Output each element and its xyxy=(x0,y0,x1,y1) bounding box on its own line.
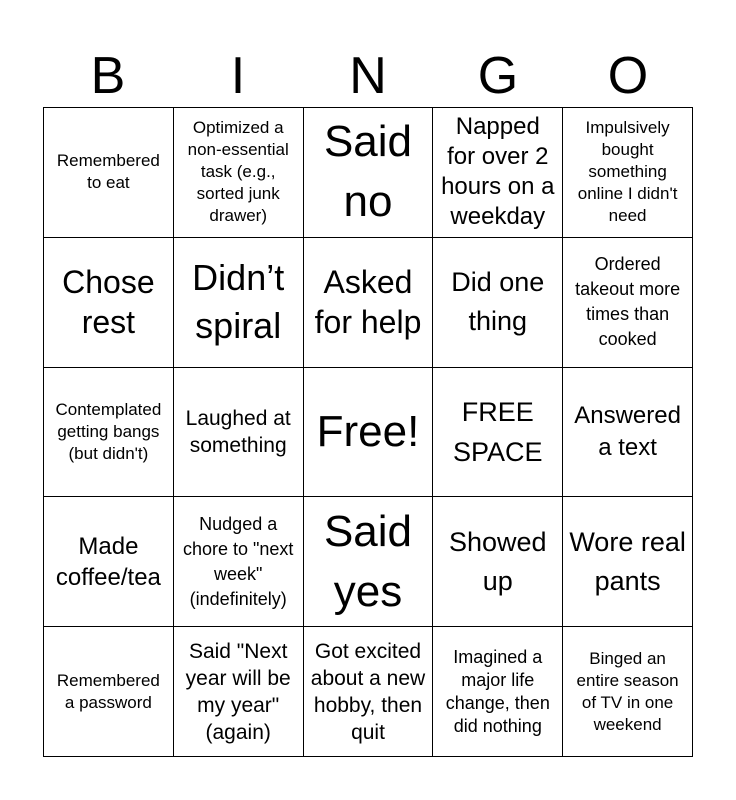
bingo-cell[interactable] xyxy=(44,497,174,627)
cell-text: Impulsively bought something online I didn't need xyxy=(577,118,678,226)
bingo-cell[interactable] xyxy=(174,108,304,238)
cell-text: Showed up xyxy=(449,526,547,596)
cell-text: Optimized a non-essential task (e.g., sorted junk drawer) xyxy=(187,118,289,226)
cell-text: Answered a text xyxy=(574,401,681,461)
bingo-cell[interactable] xyxy=(563,368,693,498)
bingo-cell[interactable] xyxy=(563,238,693,368)
header-letter-b: B xyxy=(90,47,126,105)
cell-text: Napped for over 2 hours on a weekday xyxy=(441,113,555,231)
bingo-cell[interactable] xyxy=(174,368,304,498)
bingo-cell[interactable] xyxy=(433,627,563,757)
cell-text: Asked for help xyxy=(314,264,422,341)
cell-text: Chose rest xyxy=(62,264,155,341)
cell-text: Binged an entire season of TV in one weekend xyxy=(576,648,679,734)
bingo-cell[interactable] xyxy=(563,627,693,757)
cell-text: Ordered takeout more times than cooked xyxy=(575,254,681,350)
cell-text: Didn’t spiral xyxy=(192,257,285,347)
bingo-cell[interactable] xyxy=(433,238,563,368)
header-letter-g: G xyxy=(477,47,519,105)
header-letter-o: O xyxy=(607,47,649,105)
bingo-header xyxy=(43,44,693,108)
bingo-cell[interactable] xyxy=(44,108,174,238)
bingo-cell[interactable] xyxy=(174,497,304,627)
bingo-cell[interactable] xyxy=(304,627,434,757)
cell-text: FREE SPACE xyxy=(453,396,543,467)
header-letter-n: N xyxy=(349,47,387,105)
bingo-cell[interactable] xyxy=(433,497,563,627)
bingo-cell[interactable] xyxy=(304,108,434,238)
cell-text: Remembered to eat xyxy=(56,151,160,193)
bingo-cell[interactable] xyxy=(44,238,174,368)
bingo-cell[interactable] xyxy=(174,238,304,368)
bingo-cell[interactable] xyxy=(433,108,563,238)
cell-text: Said "Next year will be my year" (again) xyxy=(185,639,291,744)
bingo-cell[interactable] xyxy=(563,108,693,238)
cell-text: Made coffee/tea xyxy=(55,532,161,591)
bingo-cell[interactable] xyxy=(433,368,563,498)
bingo-cell[interactable] xyxy=(44,627,174,757)
cell-text: Free! xyxy=(316,406,420,456)
bingo-cell[interactable] xyxy=(304,368,434,498)
header-letter-i: I xyxy=(230,47,246,105)
bingo-cell[interactable] xyxy=(44,368,174,498)
bingo-cell[interactable] xyxy=(304,497,434,627)
cell-text: Contemplated getting bangs (but didn't) xyxy=(55,399,162,463)
cell-text: Laughed at something xyxy=(185,406,291,457)
cell-text: Said no xyxy=(323,117,413,227)
cell-text: Imagined a major life change, then did nothing xyxy=(445,646,550,736)
bingo-cell[interactable] xyxy=(563,497,693,627)
bingo-cell[interactable] xyxy=(304,238,434,368)
cell-text: Nudged a chore to "next week" (indefinitely) xyxy=(182,513,294,609)
cell-text: Got excited about a new hobby, then quit xyxy=(310,639,426,744)
cell-text: Said yes xyxy=(323,506,413,616)
bingo-board xyxy=(43,107,693,757)
cell-text: Did one thing xyxy=(451,267,545,337)
bingo-cell[interactable] xyxy=(174,627,304,757)
cell-text: Remembered a password xyxy=(56,670,160,712)
cell-text: Wore real pants xyxy=(569,526,686,596)
